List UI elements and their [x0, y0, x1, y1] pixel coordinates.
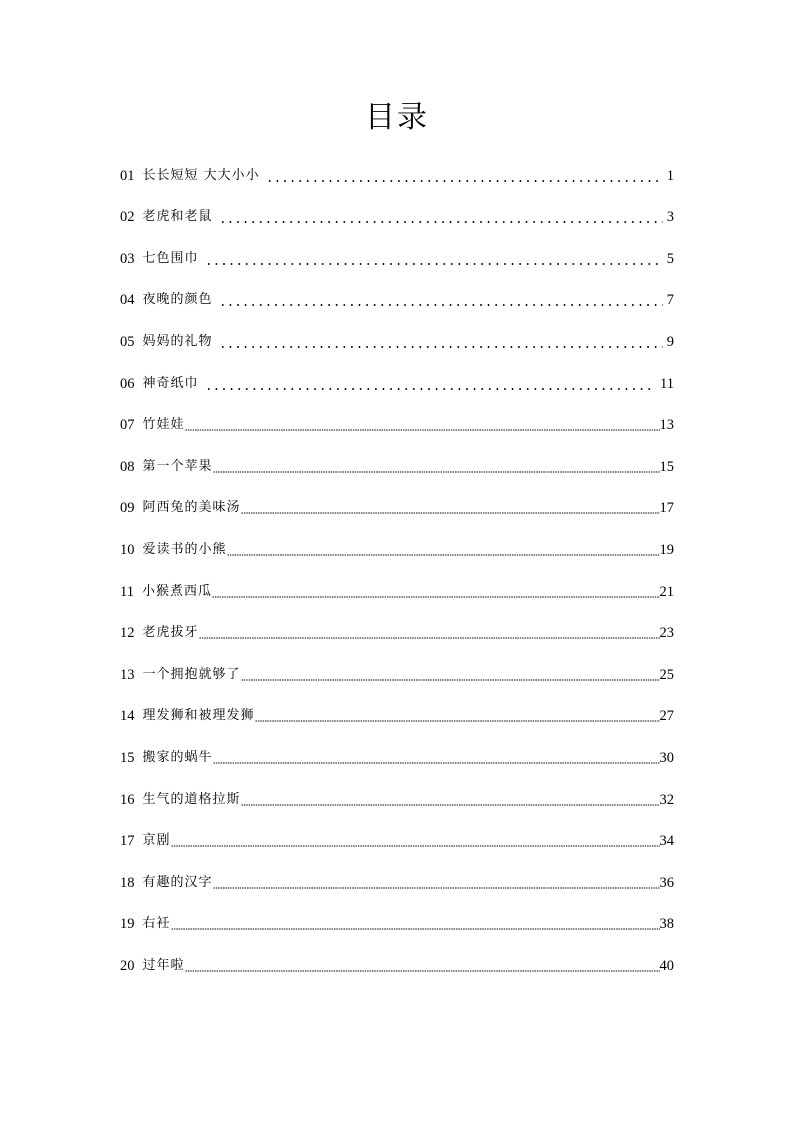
toc-dot-leader — [219, 346, 663, 348]
toc-entry[interactable] — [120, 853, 674, 895]
toc-entry[interactable] — [120, 936, 674, 978]
toc-entry[interactable] — [120, 812, 674, 854]
toc-entry-title: 妈妈的礼物 — [142, 333, 213, 349]
toc-entry-page-number: 7 — [666, 292, 674, 309]
toc-entry-number: 18 — [120, 874, 135, 891]
toc-entry-title: 神奇纸巾 — [142, 375, 199, 391]
toc-entry-number: 06 — [120, 375, 135, 392]
toc-entry-page-number: 21 — [659, 583, 674, 600]
toc-entry-page-number: 3 — [666, 209, 674, 226]
toc-entry-number: 02 — [120, 209, 135, 226]
toc-entry-title: 小猴煮西瓜 — [141, 583, 212, 599]
toc-dot-leader — [266, 180, 663, 182]
toc-dot-leader — [241, 512, 660, 514]
toc-entry-number: 07 — [120, 417, 135, 434]
toc-entry-page-number: 17 — [659, 500, 674, 517]
toc-entry-title: 阿西兔的美味汤 — [142, 500, 241, 516]
toc-entry[interactable] — [120, 396, 674, 438]
toc-entry-number: 14 — [120, 708, 135, 725]
toc-entry-number: 10 — [120, 541, 135, 558]
toc-entry-page-number: 11 — [660, 375, 674, 392]
toc-entry-number: 05 — [120, 333, 135, 350]
toc-entry-title: 右衽 — [142, 916, 171, 932]
toc-entry-title: 过年啦 — [142, 957, 185, 973]
toc-entry-title: 老虎和老鼠 — [142, 209, 213, 225]
toc-dot-leader — [227, 554, 660, 556]
toc-entry-page-number: 15 — [659, 458, 674, 475]
toc-entry[interactable] — [120, 895, 674, 937]
toc-entry-title: 长长短短 大大小小 — [142, 167, 260, 183]
toc-dot-leader — [171, 928, 660, 930]
toc-entry-title: 一个拥抱就够了 — [142, 666, 241, 682]
toc-entry-title: 竹娃娃 — [142, 417, 185, 433]
toc-entry-title: 夜晚的颜色 — [142, 292, 213, 308]
toc-entry-page-number: 23 — [659, 625, 674, 642]
toc-entry-page-number: 27 — [659, 708, 674, 725]
toc-entry-page-number: 25 — [659, 666, 674, 683]
toc-entry[interactable] — [120, 229, 674, 271]
toc-entry-page-number: 36 — [659, 874, 674, 891]
toc-entry[interactable] — [120, 562, 674, 604]
toc-dot-leader — [205, 388, 657, 390]
toc-entry-page-number: 9 — [666, 333, 674, 350]
toc-entry-number: 01 — [120, 167, 135, 184]
toc-entry-number: 12 — [120, 625, 135, 642]
toc-entry[interactable] — [120, 479, 674, 521]
toc-entry[interactable] — [120, 645, 674, 687]
toc-entry[interactable] — [120, 312, 674, 354]
toc-list — [120, 146, 674, 978]
toc-entry-page-number: 38 — [659, 916, 674, 933]
toc-entry[interactable] — [120, 687, 674, 729]
toc-dot-leader — [185, 429, 660, 431]
toc-entry-title: 七色围巾 — [142, 250, 199, 266]
toc-dot-leader — [205, 263, 663, 265]
toc-entry-number: 08 — [120, 458, 135, 475]
toc-entry-title: 第一个苹果 — [142, 458, 213, 474]
toc-entry-page-number: 13 — [659, 417, 674, 434]
toc-dot-leader — [219, 221, 663, 223]
toc-dot-leader — [213, 762, 660, 764]
toc-entry-page-number: 30 — [659, 749, 674, 766]
toc-entry-title: 搬家的蜗牛 — [142, 749, 213, 765]
toc-entry-number: 17 — [120, 833, 135, 850]
toc-dot-leader — [171, 845, 660, 847]
toc-entry-number: 09 — [120, 500, 135, 517]
toc-entry-page-number: 5 — [666, 250, 674, 267]
toc-entry[interactable] — [120, 604, 674, 646]
toc-entry[interactable] — [120, 437, 674, 479]
toc-entry-page-number: 34 — [659, 833, 674, 850]
toc-dot-leader — [185, 970, 660, 972]
toc-dot-leader — [199, 637, 660, 639]
toc-dot-leader — [255, 720, 660, 722]
toc-entry-title: 有趣的汉字 — [142, 874, 213, 890]
toc-entry[interactable] — [120, 770, 674, 812]
toc-dot-leader — [212, 596, 660, 598]
toc-entry-page-number: 32 — [659, 791, 674, 808]
toc-entry-number: 15 — [120, 749, 135, 766]
toc-entry[interactable] — [120, 146, 674, 188]
toc-entry-number: 03 — [120, 250, 135, 267]
toc-entry-number: 04 — [120, 292, 135, 309]
toc-entry-title: 京剧 — [142, 833, 171, 849]
toc-entry-title: 生气的道格拉斯 — [142, 791, 241, 807]
toc-entry-page-number: 19 — [659, 541, 674, 558]
toc-entry[interactable] — [120, 188, 674, 230]
toc-entry-title: 理发狮和被理发狮 — [142, 708, 255, 724]
toc-entry-number: 13 — [120, 666, 135, 683]
toc-entry-title: 爱读书的小熊 — [142, 541, 227, 557]
toc-dot-leader — [213, 471, 660, 473]
toc-entry-page-number: 1 — [666, 167, 674, 184]
toc-entry-number: 16 — [120, 791, 135, 808]
toc-entry[interactable] — [120, 354, 674, 396]
toc-entry[interactable] — [120, 271, 674, 313]
toc-entry-page-number: 40 — [659, 957, 674, 974]
toc-dot-leader — [213, 887, 660, 889]
toc-entry-number: 19 — [120, 916, 135, 933]
toc-dot-leader — [241, 679, 660, 681]
toc-entry-number: 11 — [120, 583, 134, 600]
toc-entry-title: 老虎拔牙 — [142, 625, 199, 641]
toc-entry-number: 20 — [120, 957, 135, 974]
toc-entry[interactable] — [120, 728, 674, 770]
page-title: 目录 — [365, 100, 429, 135]
toc-dot-leader — [241, 804, 660, 806]
toc-entry[interactable] — [120, 520, 674, 562]
toc-dot-leader — [219, 304, 663, 306]
